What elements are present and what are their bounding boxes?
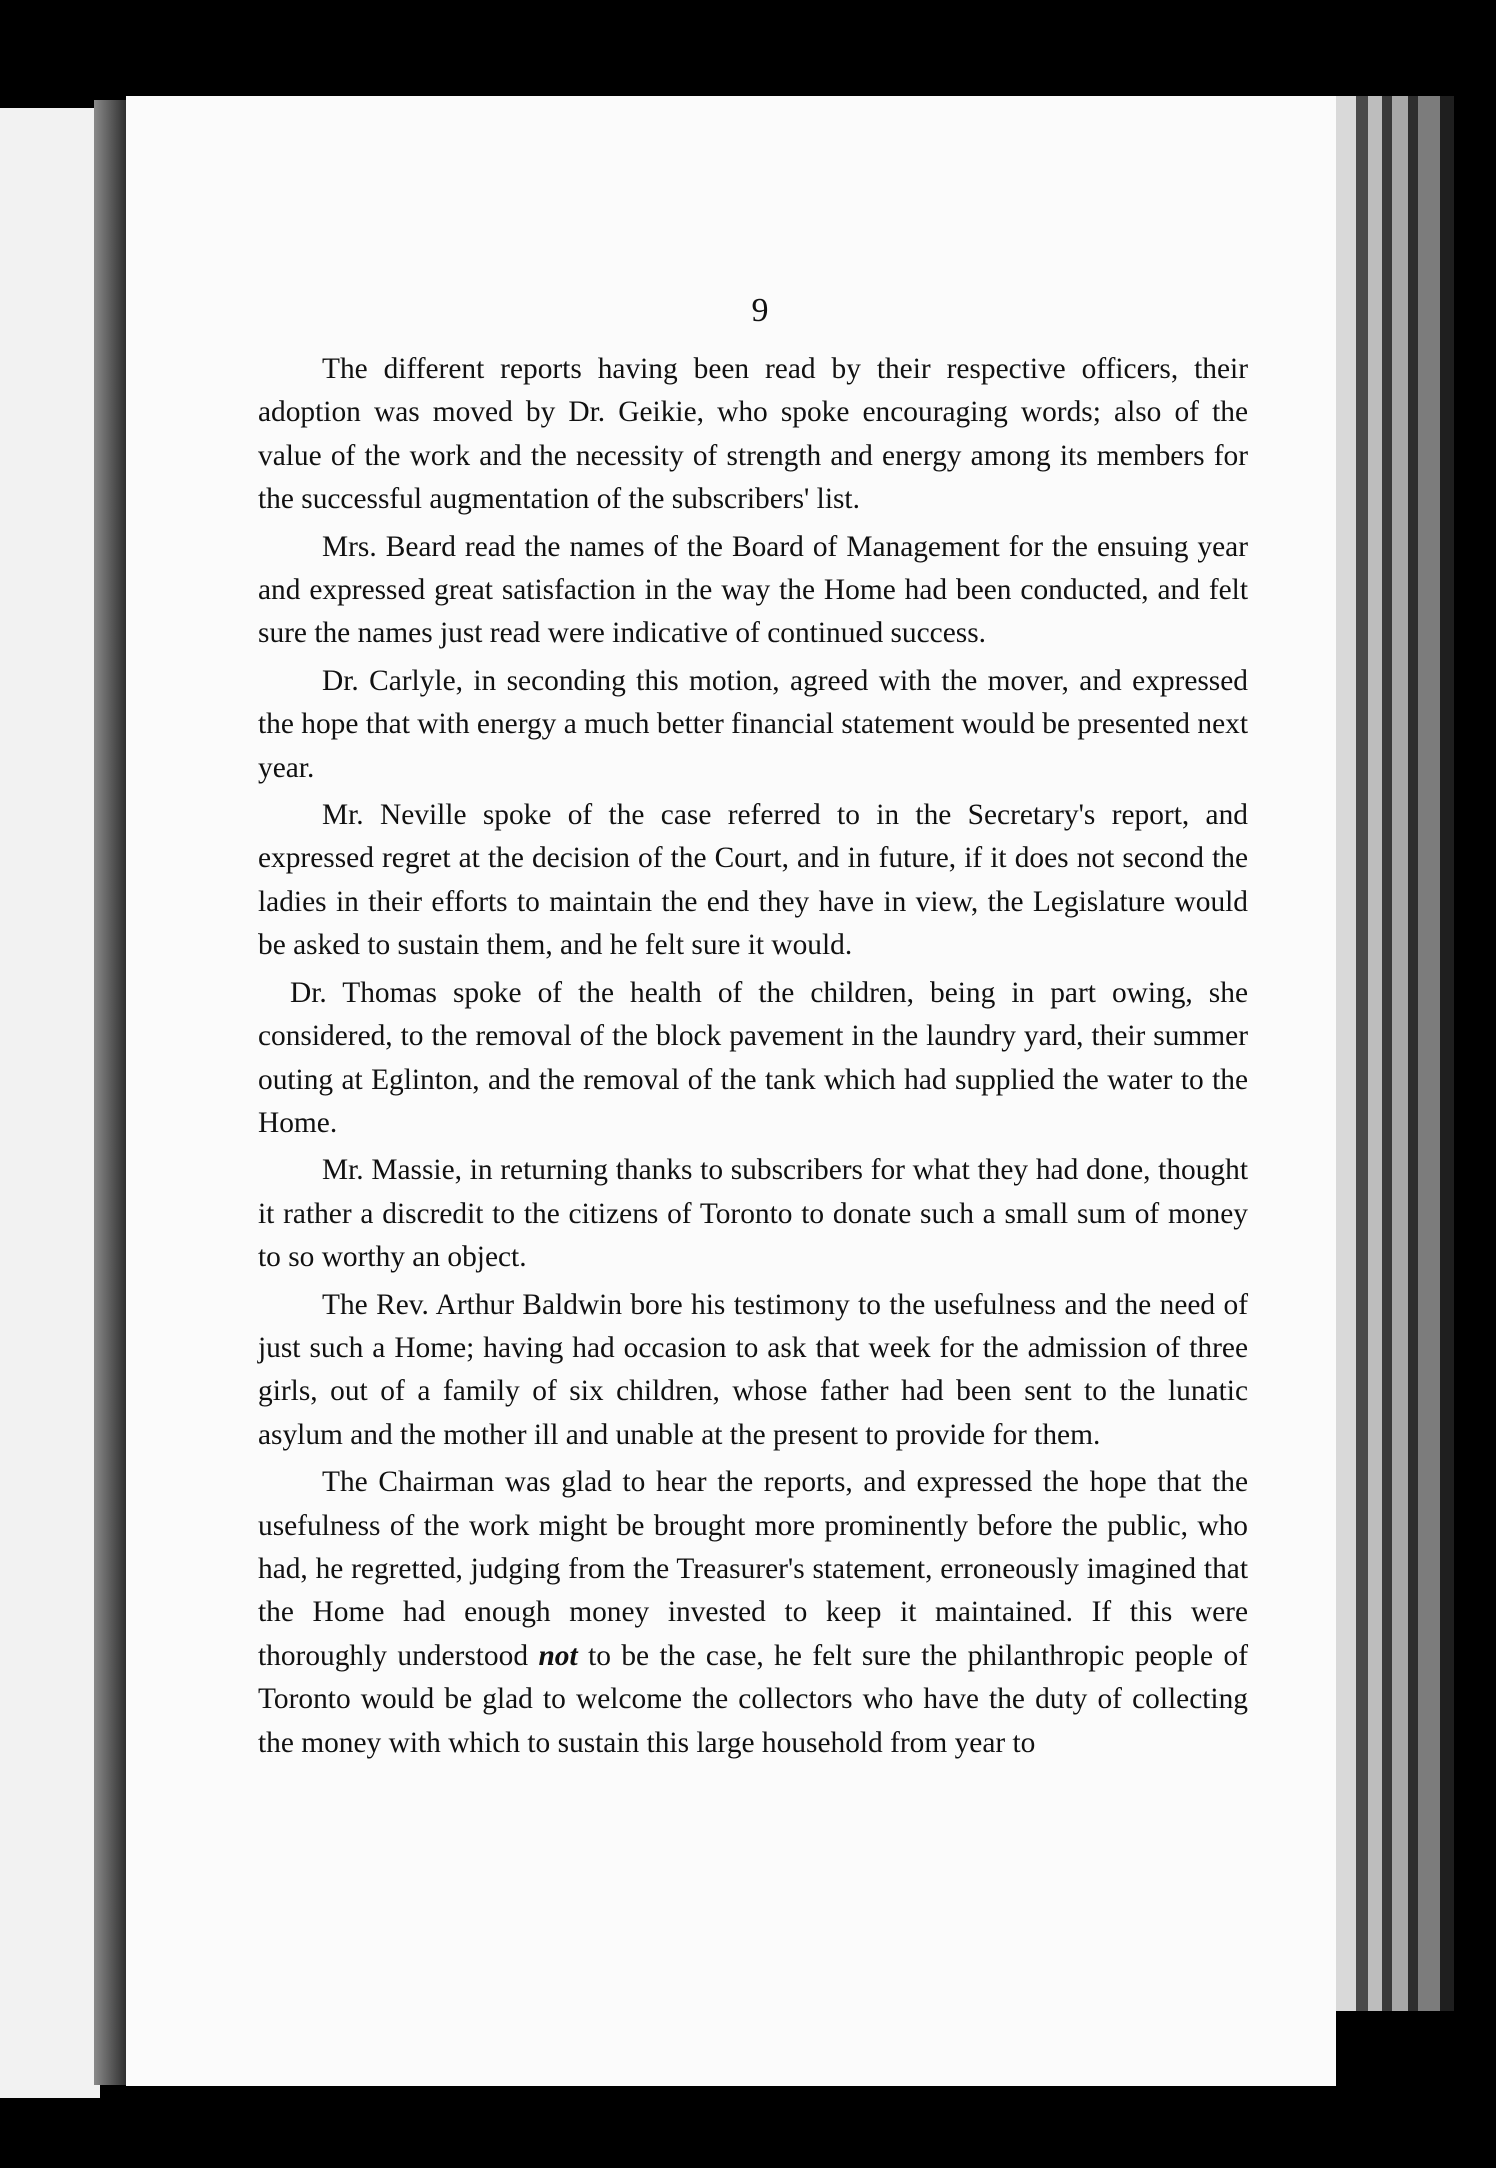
page-edge-stack <box>1336 96 1356 2011</box>
paragraph-dr-carlyle: Dr. Carlyle, in seconding this motion, agreed with the mover, and expressed the hope that with energy a much better financial statement would be presented next year. <box>258 664 1248 784</box>
page-edge-stack <box>1356 96 1368 2011</box>
page-edge-stack <box>1382 96 1392 2011</box>
book-gutter <box>94 100 128 2085</box>
paragraph-mr-neville: Mr. Neville spoke of the case referred to in the Secretary's report, and expressed regret at the decision of the Court, and in future, if it does not second the ladies in their efforts to maintain the end they have in view, the Legislature would be asked to sustain them, and he felt sure it would. <box>258 799 1248 962</box>
page-edge-stack <box>1408 96 1418 2011</box>
emphasized-word: not <box>538 1639 578 1672</box>
paragraph-mr-massie: Mr. Massie, in returning thanks to subscribers for what they had done, thought it rather a discredit to the citizens of Toronto to donate such a small sum of money to so worthy an object. <box>258 1154 1248 1274</box>
page-edge-stack <box>1368 96 1382 2011</box>
paragraph-dr-thomas: Dr. Thomas spoke of the health of the children, being in part owing, she considered, to the removal of the block pavement in the laundry yard, their summer outing at Eglinton, and the removal of the tank which had supplied the water to the Home. <box>258 976 1248 1139</box>
paragraph-reports-adoption: The different reports having been read by their respective officers, their adoption was moved by Dr. Geikie, who spoke encouraging words; also of the value of the work and the necessity of strength and energy among its members for the successful augmentation of the subscribers' list. <box>258 353 1248 516</box>
paragraph-chairman <box>258 1461 1248 1765</box>
facing-page-edge <box>0 108 100 2098</box>
page-number: 9 <box>751 292 769 329</box>
page-edge-stack <box>1440 96 1454 2011</box>
page-edge-stack <box>1392 96 1408 2011</box>
paragraph-chairman-after: to be the case, he felt sure the philanthropic people of Toronto would be glad to welcome the collectors who have the duty of collecting the money with which to sustain this large household from year to <box>258 1639 1248 1759</box>
paragraph-mrs-beard: Mrs. Beard read the names of the Board of Management for the ensuing year and expressed great satisfaction in the way the Home had been conducted, and felt sure the names just read were indicative of continued success. <box>258 530 1248 650</box>
body-text <box>258 348 1248 1769</box>
paragraph-chairman-before: The Chairman was glad to hear the reports, and expressed the hope that the usefulness of the work might be brought more prominently before the public, who had, he regretted, judging from the Treasurer's statement, erroneously imagined that the Home had enough money invested to keep it maintained. If this were thoroughly understood <box>258 1466 1248 1672</box>
paragraph-rev-baldwin: The Rev. Arthur Baldwin bore his testimony to the usefulness and the need of just such a Home; having had occasion to ask that week for the admission of three girls, out of a family of six children, whose father had been sent to the lunatic asylum and the mother ill and unable at the present to provide for them. <box>258 1288 1248 1451</box>
page-edge-stack <box>1418 96 1440 2011</box>
